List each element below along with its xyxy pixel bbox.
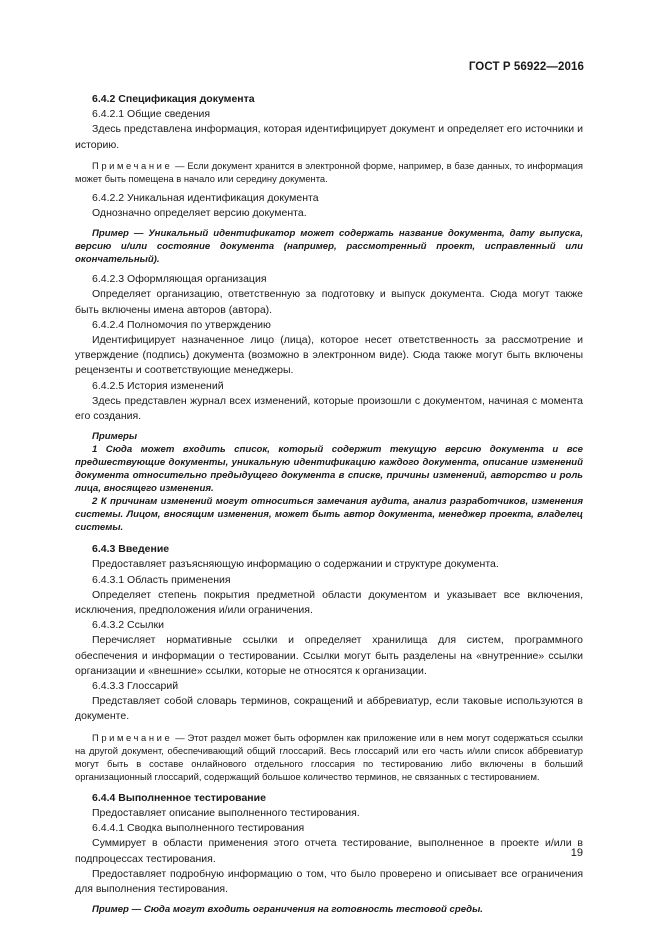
subsection-title-6-4-4-1: 6.4.4.1 Сводка выполненного тестирования (92, 822, 305, 835)
note-text: — Если документ хранится в электронной форме, например, в базе данных, то информация может быть помещена в начало или середину документа. (75, 159, 583, 184)
subsection-title-6-4-3-1: 6.4.3.1 Область применения (92, 573, 231, 586)
example-2: 2 К причинам изменений могут относиться замечания аудита, анализ разработчиков, изменения системы. Лицом, вносящим изменения, может быть автор документа, менеджер проекта, владелец системы. (75, 496, 583, 534)
page-number: 19 (570, 847, 583, 859)
paragraph: Предоставляет описание выполненного тестирования. (92, 806, 360, 819)
subsection-title-6-4-3-2: 6.4.3.2 Ссылки (92, 619, 164, 632)
paragraph: Суммирует в области применения этого отчета тестирование, выполненное в проекте и/или в подпроцессах тестирования. (75, 837, 583, 865)
paragraph: Представляет собой словарь терминов, сокращений и аббревиатур, если таковые используются в документе. (75, 695, 583, 723)
section-heading-6-4-2: 6.4.2 Спецификация документа (92, 93, 255, 105)
paragraph: Предоставляет подробную информацию о том, что было проверено и описывает все ограничения для выполнения тестирования. (75, 867, 583, 895)
example: Пример — Уникальный идентификатор может содержать название документа, дату выпуска, версию и/или состояние документа (например, рассмотренный проект, исправленный или окончательный). (75, 228, 583, 266)
note-text: — Этот раздел может быть оформлен как приложение или в нем могут содержаться ссылки на другой документ, обеспечивающий общий глоссарий. Весь глоссарий или его часть и/или список аббревиатур могут быть в составе онлайнового отдельного глоссария по тестированию либо включены в больший организационный глоссарий, содержащий большое количество терминов, не связанных с тестированием. (75, 731, 583, 782)
subsection-title-6-4-2-2: 6.4.2.2 Уникальная идентификация документа (92, 191, 319, 204)
subsection-title-6-4-3-3: 6.4.3.3 Глоссарий (92, 680, 179, 693)
note (75, 159, 583, 185)
section-heading-6-4-3: 6.4.3 Введение (92, 543, 170, 556)
note-label: Примечание (92, 731, 173, 743)
subsection-title-6-4-2-3: 6.4.2.3 Оформляющая организация (92, 273, 267, 286)
standard-designation: ГОСТ Р 56922—2016 (468, 61, 584, 73)
examples-label: Примеры (92, 431, 138, 443)
subsection-title-6-4-2-1: 6.4.2.1 Общие сведения (92, 108, 211, 121)
example-1: 1 Сюда может входить список, который содержит текущую версию документа и все предшествующие документы, уникальную идентификацию каждого документа, описание изменений документа относительно предыдущего документа в списке, причины изменений, авторство и роль лица, вносящего изменения. (75, 444, 583, 495)
paragraph: Перечисляет нормативные ссылки и определяет хранилища для систем, программного обеспечения и информации о тестировании. Ссылки могут быть разделены на «внутренние» ссылки организации и «внешние» ссылки, которые не относятся к организации. (75, 634, 583, 677)
subsection-title-6-4-2-4: 6.4.2.4 Полномочия по утверждению (92, 318, 271, 331)
paragraph: Определяет степень покрытия предметной области документом и указывает все включения, исключения, предположения и/или ограничения. (75, 588, 583, 617)
paragraph: Идентифицирует назначенное лицо (лица), которое несет ответственность за рассмотрение и утверждение (подпись) документа (возможно в электронном виде). Сюда также могут быть включены рецензенты и соответствующие менеджеры. (75, 334, 583, 377)
document-body (75, 92, 583, 916)
paragraph: Однозначно определяет версию документа. (92, 207, 307, 220)
subsection-title-6-4-2-5: 6.4.2.5 История изменений (92, 379, 224, 392)
paragraph: Здесь представлена информация, которая идентифицирует документ и определяет его источники и историю. (75, 123, 583, 151)
note (75, 731, 583, 783)
paragraph: Определяет организацию, ответственную за подготовку и выпуск документа. Сюда могут также быть включены имена авторов (автора). (75, 288, 583, 316)
paragraph: Предоставляет разъясняющую информацию о содержании и структуре документа. (92, 558, 499, 571)
note-label: Примечание (92, 159, 173, 171)
paragraph: Здесь представлен журнал всех изменений, которые произошли с документом, начиная с момента его создания. (75, 394, 583, 423)
section-heading-6-4-4: 6.4.4 Выполненное тестирование (92, 791, 266, 804)
example: Пример — Сюда могут входить ограничения на готовность тестовой среды. (92, 904, 483, 916)
